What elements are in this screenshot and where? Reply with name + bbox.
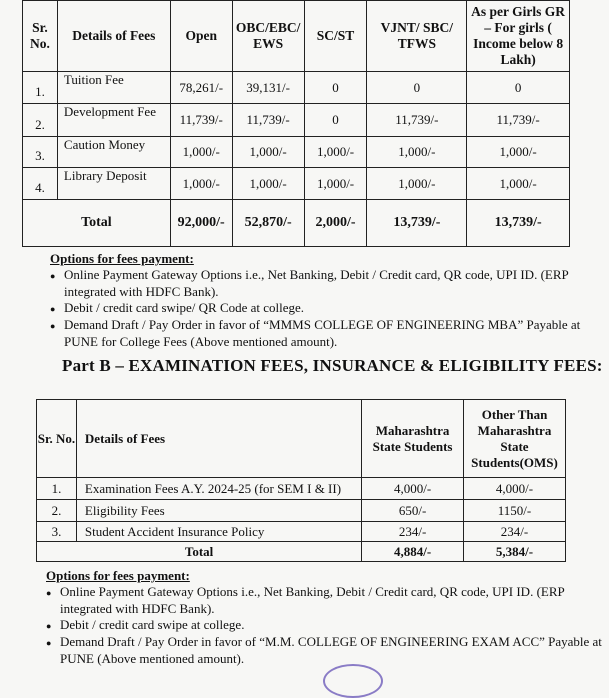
table-row [23,104,570,137]
total-value: 2,000/- [304,200,367,247]
cell-value: 0 [367,72,467,104]
cell-value: 1,000/- [170,137,232,168]
cell-value: 1,000/- [467,137,570,168]
table-header-row [23,1,570,72]
header-cell: Sr. No. [37,400,77,478]
option-item: ● Debit / credit card swipe/ QR Code at college. [50,300,605,317]
cell-detail: Student Accident Insurance Policy [76,522,361,542]
cell-value: 1,000/- [304,168,367,200]
table-row [37,522,566,542]
payment-options-part-a [50,251,605,350]
cell-value: 234/- [362,522,464,542]
cell-value: 4,000/- [464,478,566,500]
cell-value: 11,739/- [367,104,467,137]
cell-sr: 3. [37,522,77,542]
option-item: ● Demand Draft / Pay Order in favor of “M.M. COLLEGE OF ENGINEERING EXAM ACC” Payable at PUNE (Above mentioned amount). [46,634,606,667]
college-seal-stamp [323,664,383,698]
table-header-row [37,400,566,478]
cell-value: 234/- [464,522,566,542]
cell-value: 1,000/- [304,137,367,168]
cell-sr: 3. [23,137,58,168]
cell-value: 78,261/- [170,72,232,104]
total-value: 13,739/- [367,200,467,247]
cell-value: 11,739/- [232,104,304,137]
cell-value: 1,000/- [232,168,304,200]
header-cell: Open [170,1,232,72]
fees-table-part-a [22,0,570,247]
table-row [37,478,566,500]
header-cell: SC/ST [304,1,367,72]
header-cell: Sr. No. [23,1,58,72]
cell-sr: 1. [23,72,58,104]
cell-detail: Library Deposit [57,168,170,200]
total-value: 13,739/- [467,200,570,247]
total-label: Total [37,542,362,562]
cell-value: 1,000/- [170,168,232,200]
header-cell: Other Than Maharashtra State Students(OMS) [464,400,566,478]
total-row [23,200,570,247]
cell-sr: 1. [37,478,77,500]
header-cell: Details of Fees [76,400,361,478]
cell-value: 1,000/- [367,137,467,168]
cell-sr: 4. [23,168,58,200]
cell-detail: Eligibility Fees [76,500,361,522]
header-cell: OBC/EBC/ EWS [232,1,304,72]
options-heading: Options for fees payment: [50,251,194,266]
fees-table-part-b [36,399,566,562]
total-value: 4,884/- [362,542,464,562]
cell-value: 0 [467,72,570,104]
cell-value: 11,739/- [170,104,232,137]
header-cell: Maharashtra State Students [362,400,464,478]
table-row [23,137,570,168]
cell-detail: Tuition Fee [57,72,170,104]
cell-sr: 2. [23,104,58,137]
header-cell: VJNT/ SBC/ TFWS [367,1,467,72]
option-item: ● Online Payment Gateway Options i.e., Net Banking, Debit / Credit card, QR code, UPI ID. (ERP integrated with HDFC Bank). [50,267,605,300]
cell-value: 0 [304,104,367,137]
cell-value: 0 [304,72,367,104]
cell-value: 1,000/- [232,137,304,168]
table-row [23,168,570,200]
cell-value: 650/- [362,500,464,522]
table-row [37,500,566,522]
payment-options-part-b [46,568,606,667]
total-value: 52,870/- [232,200,304,247]
total-row [37,542,566,562]
cell-detail: Caution Money [57,137,170,168]
cell-value: 4,000/- [362,478,464,500]
cell-value: 39,131/- [232,72,304,104]
cell-detail: Examination Fees A.Y. 2024-25 (for SEM I & II) [76,478,361,500]
cell-detail: Development Fee [57,104,170,137]
cell-value: 11,739/- [467,104,570,137]
option-item: ● Demand Draft / Pay Order in favor of “MMMS COLLEGE OF ENGINEERING MBA” Payable at PUNE for College Fees (Above mentioned amount). [50,317,605,350]
header-cell: As per Girls GR – For girls ( Income below 8 Lakh) [467,1,570,72]
options-heading: Options for fees payment: [46,568,190,583]
part-b-heading: Part B – EXAMINATION FEES, INSURANCE & ELIGIBILITY FEES: [62,356,603,375]
cell-sr: 2. [37,500,77,522]
cell-value: 1150/- [464,500,566,522]
option-item: ● Online Payment Gateway Options i.e., Net Banking, Debit / Credit card, QR code, UPI ID. (ERP integrated with HDFC Bank). [46,584,606,617]
total-value: 92,000/- [170,200,232,247]
cell-value: 1,000/- [467,168,570,200]
total-value: 5,384/- [464,542,566,562]
total-label: Total [23,200,171,247]
cell-value: 1,000/- [367,168,467,200]
option-item: ● Debit / credit card swipe at college. [46,617,606,634]
header-cell: Details of Fees [57,1,170,72]
table-row [23,72,570,104]
